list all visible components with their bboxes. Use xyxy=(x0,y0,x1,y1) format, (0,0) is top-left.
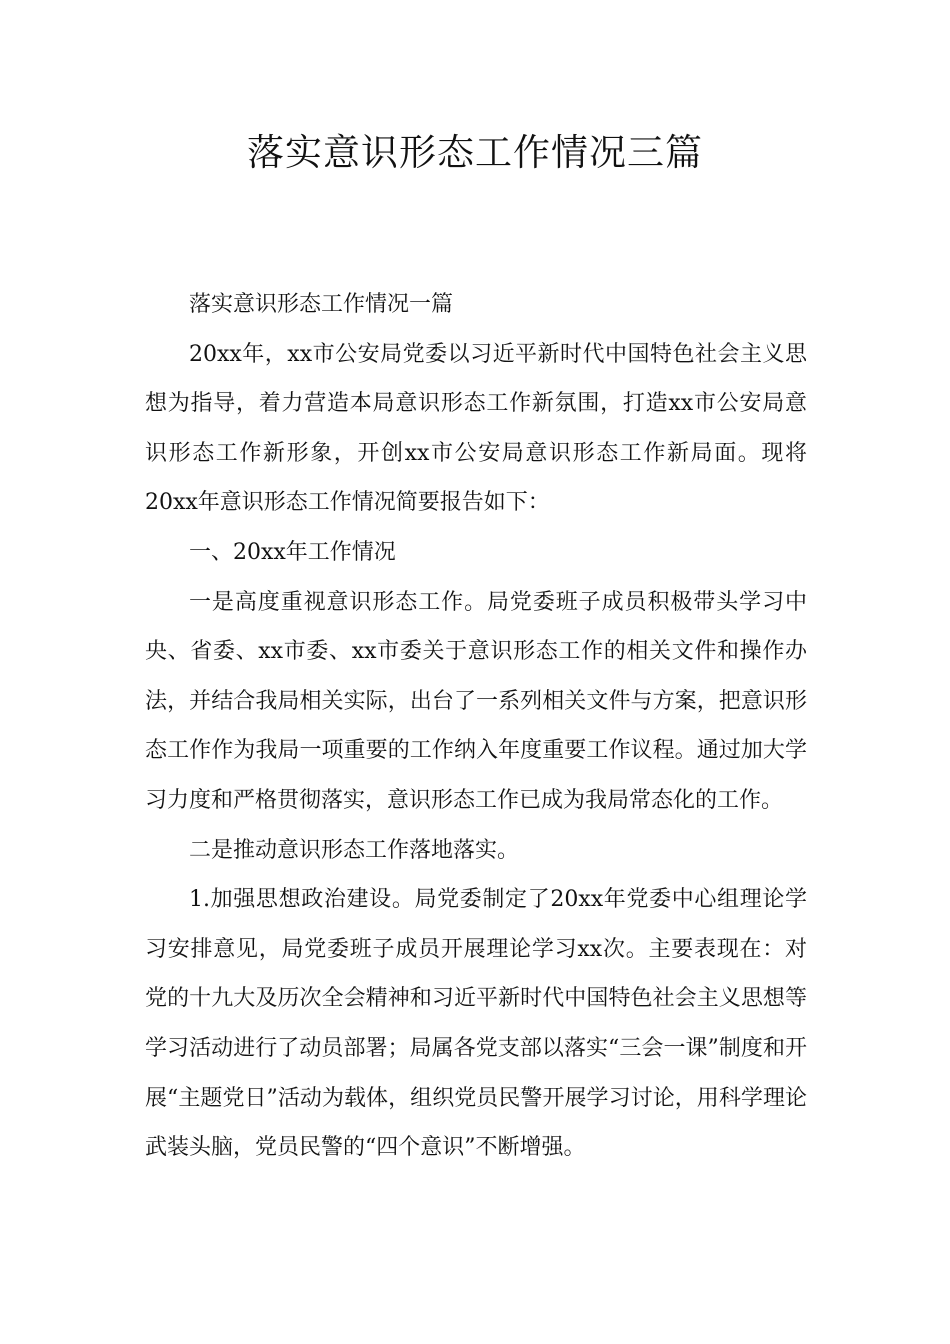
intro-paragraph: 20xx年，xx市公安局党委以习近平新时代中国特色社会主义思想为指导，着力营造本局意识形态工作新氛围，打造xx市公安局意识形态工作新形象，开创xx市公安局意识形态工作新局面。现将20xx年意识形态工作情况简要报告如下： xyxy=(145,341,807,516)
paragraph-item-1: 1.加强思想政治建设。局党委制定了20xx年党委中心组理论学习安排意见，局党委班子成员开展理论学习xx次。主要表现在：对党的十九大及历次全会精神和习近平新时代中国特色社会主义思想等学习活动进行了动员部署；局属各党支部以落实“三会一课”制度和开展“主题党日”活动为载体，组织党员民警开展学习讨论，用科学理论武装头脑，党员民警的“四个意识”不断增强。 xyxy=(145,887,807,1161)
document-body xyxy=(145,280,807,1173)
section-heading-part-one: 落实意识形态工作情况一篇 xyxy=(189,292,454,317)
paragraph-point-two: 二是推动意识形态工作落地落实。 xyxy=(189,837,520,863)
paragraph-point-one: 一是高度重视意识形态工作。局党委班子成员积极带头学习中央、省委、xx市委、xx市委关于意识形态工作的相关文件和操作办法，并结合我局相关实际，出台了一系列相关文件与方案，把意识形态工作作为我局一项重要的工作纳入年度重要工作议程。通过加大学习力度和严格贯彻落实，意识形态工作已成为我局常态化的工作。 xyxy=(145,589,807,813)
section-heading-work-situation: 一、20xx年工作情况 xyxy=(189,539,396,565)
document-title: 落实意识形态工作情况三篇 xyxy=(247,131,703,174)
